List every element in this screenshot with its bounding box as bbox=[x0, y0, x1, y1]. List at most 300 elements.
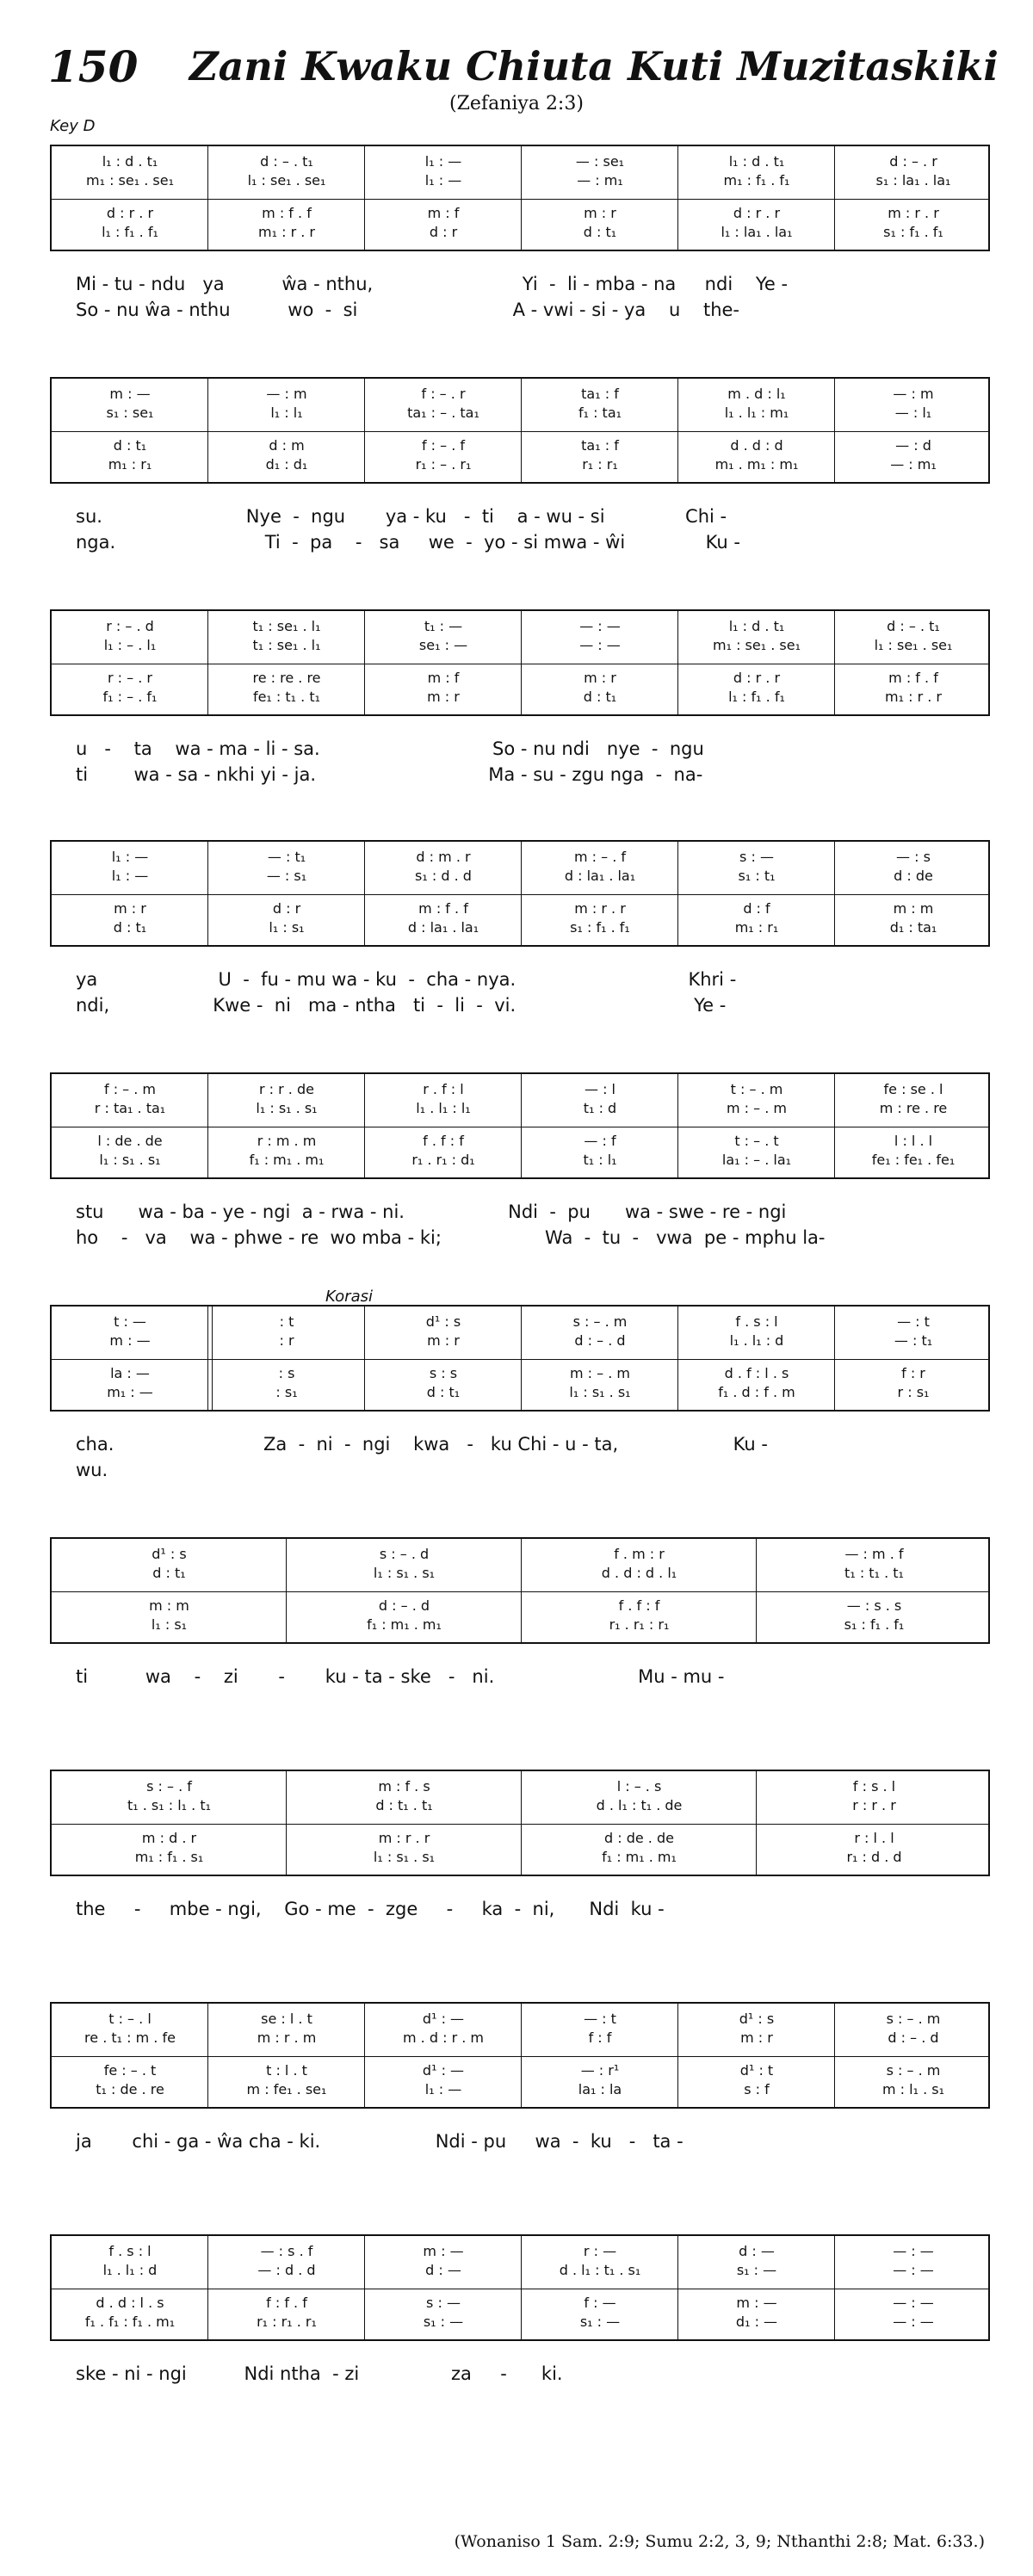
measure-cell: m₁ : r₁ bbox=[108, 458, 152, 472]
measure-cell: l₁ : s₁ . s₁ bbox=[256, 1102, 318, 1115]
hymn-title: Zani Kwaku Chiuta Kuti Muzitaskiki bbox=[189, 43, 999, 90]
measure-cell: l₁ . l₁ : l₁ bbox=[416, 1102, 471, 1115]
measure-cell: — : t₁ bbox=[267, 850, 306, 864]
measure-cell: d . d : l . s bbox=[96, 2296, 164, 2310]
measure-cell: la₁ : – . la₁ bbox=[721, 1153, 792, 1167]
barline bbox=[364, 2236, 365, 2339]
score-system bbox=[0, 2227, 1033, 2468]
section-label: Korasi bbox=[325, 1288, 373, 1306]
measure-cell: l₁ : d . t₁ bbox=[102, 155, 158, 169]
measure-cell: d : la₁ . la₁ bbox=[564, 869, 636, 883]
measure-cell: l : – . s bbox=[616, 1780, 662, 1794]
tonic-solfa-staff bbox=[50, 1072, 990, 1179]
measure-cell: l₁ . l₁ : d bbox=[729, 1334, 784, 1348]
measure-cell: re : re . re bbox=[252, 671, 321, 685]
measure-cell: d . l₁ : t₁ . de bbox=[596, 1799, 683, 1813]
lyrics-line: u - ta wa - ma - li - sa. So - nu ndi nye - ngu bbox=[76, 738, 704, 759]
measure-cell: r₁ . r₁ : d₁ bbox=[411, 1153, 475, 1167]
measure-cell: — : d bbox=[895, 439, 931, 453]
measure-cell: r : r . r bbox=[852, 1799, 896, 1813]
measure-cell: — : s₁ bbox=[266, 869, 307, 883]
measure-cell: m : f bbox=[427, 207, 460, 220]
measure-cell: d₁ : ta₁ bbox=[889, 921, 937, 935]
tonic-solfa-staff bbox=[50, 609, 990, 716]
measure-cell: r₁ . r₁ : r₁ bbox=[609, 1618, 670, 1632]
measure-cell: s₁ : la₁ . la₁ bbox=[875, 174, 951, 188]
measure-cell: m : r bbox=[427, 690, 460, 704]
measure-cell: t₁ : se₁ . l₁ bbox=[252, 620, 321, 633]
measure-cell: d : – . r bbox=[889, 155, 937, 169]
measure-cell: — : — bbox=[893, 2315, 934, 2329]
barline bbox=[834, 1307, 835, 1410]
measure-cell: m : f . f bbox=[888, 671, 938, 685]
measure-cell: l₁ : s₁ . s₁ bbox=[373, 1566, 436, 1580]
measure-cell: r . f : l bbox=[423, 1083, 464, 1096]
measure-cell: l₁ : s₁ . s₁ bbox=[569, 1386, 631, 1399]
staff-divider bbox=[52, 199, 988, 200]
score-system bbox=[0, 1995, 1033, 2236]
measure-cell: m : r . r bbox=[378, 1832, 430, 1845]
measure-cell: m : fe₁ . se₁ bbox=[246, 2083, 327, 2097]
measure-cell: — : s . s bbox=[846, 1599, 902, 1613]
measure-cell: m : m bbox=[149, 1599, 189, 1613]
measure-cell: t₁ . s₁ : l₁ . t₁ bbox=[127, 1799, 212, 1813]
measure-cell: l : l . l bbox=[894, 1134, 933, 1148]
measure-cell: l₁ : f₁ . f₁ bbox=[102, 225, 158, 239]
lyrics-line: wu. bbox=[76, 1460, 108, 1480]
measure-cell: l₁ : s₁ . s₁ bbox=[373, 1850, 436, 1864]
score-system bbox=[0, 138, 1033, 379]
barline bbox=[677, 1307, 678, 1410]
measure-cell: d : r . r bbox=[106, 207, 154, 220]
barline bbox=[834, 146, 835, 250]
measure-cell: d : t₁ bbox=[113, 439, 147, 453]
measure-cell: f . f : f bbox=[423, 1134, 464, 1148]
measure-cell: l₁ . l₁ : d bbox=[102, 2264, 158, 2277]
measure-cell: re . t₁ : m . fe bbox=[84, 2031, 176, 2045]
score-system bbox=[0, 1288, 1033, 1539]
staff-divider bbox=[52, 2056, 988, 2057]
measure-cell: l₁ : s₁ bbox=[269, 921, 305, 935]
tonic-solfa-staff bbox=[50, 1537, 990, 1644]
measure-cell: l : de . de bbox=[97, 1134, 163, 1148]
measure-cell: d¹ : — bbox=[422, 2064, 465, 2078]
lyrics-line: ya U - fu - mu wa - ku - cha - nya. Khri - bbox=[76, 969, 737, 990]
measure-cell: f₁ : m₁ . m₁ bbox=[249, 1153, 325, 1167]
barline bbox=[521, 379, 522, 482]
measure-cell: — : se₁ bbox=[575, 155, 625, 169]
measure-cell: — : f bbox=[584, 1134, 616, 1148]
measure-cell: d : — bbox=[425, 2264, 461, 2277]
measure-cell: l₁ : — bbox=[111, 869, 149, 883]
barline bbox=[207, 2236, 208, 2339]
measure-cell: se : l . t bbox=[261, 2012, 312, 2026]
barline bbox=[677, 2236, 678, 2339]
barline bbox=[834, 842, 835, 945]
lyrics-line: su. Nye - ngu ya - ku - ti a - wu - si Chi - bbox=[76, 506, 727, 527]
barline bbox=[521, 2004, 522, 2107]
measure-cell: — : — bbox=[893, 2296, 934, 2310]
measure-cell: d : – . d bbox=[574, 1334, 626, 1348]
barline bbox=[207, 611, 208, 714]
score-system bbox=[0, 1530, 1033, 1771]
measure-cell: la : — bbox=[110, 1367, 150, 1381]
measure-cell: m . d : r . m bbox=[403, 2031, 484, 2045]
measure-cell: m₁ : r . r bbox=[258, 225, 315, 239]
measure-cell: s : f bbox=[744, 2083, 770, 2097]
measure-cell: d¹ : s bbox=[152, 1547, 187, 1561]
measure-cell: l₁ : se₁ . se₁ bbox=[874, 639, 953, 652]
measure-cell: d : f bbox=[743, 902, 770, 916]
measure-cell: se₁ : — bbox=[418, 639, 468, 652]
measure-cell: r : l . l bbox=[854, 1832, 894, 1845]
measure-cell: s₁ : — bbox=[736, 2264, 777, 2277]
barline bbox=[677, 611, 678, 714]
measure-cell: — : — bbox=[579, 620, 621, 633]
measure-cell: m : r bbox=[740, 2031, 773, 2045]
staff-divider bbox=[52, 1591, 988, 1592]
barline bbox=[521, 611, 522, 714]
barline bbox=[207, 1074, 208, 1177]
tonic-solfa-staff bbox=[50, 145, 990, 251]
measure-cell: t₁ : de . re bbox=[96, 2083, 164, 2097]
measure-cell: s₁ : — bbox=[579, 2315, 621, 2329]
measure-cell: d : m . r bbox=[416, 850, 471, 864]
measure-cell: r : s₁ bbox=[897, 1386, 930, 1399]
measure-cell: m₁ : se₁ . se₁ bbox=[712, 639, 801, 652]
measure-cell: ta₁ : f bbox=[581, 387, 619, 401]
measure-cell: f₁ : m₁ . m₁ bbox=[367, 1618, 442, 1632]
measure-cell: m₁ . m₁ : m₁ bbox=[714, 458, 799, 472]
measure-cell: l₁ : — bbox=[424, 155, 462, 169]
measure-cell: m : f . f bbox=[418, 902, 468, 916]
lyrics-line: ske - ni - ngi Ndi ntha - zi za - ki. bbox=[76, 2363, 563, 2384]
measure-cell: f₁ : ta₁ bbox=[578, 406, 622, 420]
measure-cell: l₁ : — bbox=[111, 850, 149, 864]
measure-cell: d : t₁ . t₁ bbox=[375, 1799, 433, 1813]
measure-cell: m : d . r bbox=[141, 1832, 197, 1845]
measure-cell: d . d : d bbox=[730, 439, 783, 453]
measure-cell: m₁ : se₁ . se₁ bbox=[85, 174, 174, 188]
measure-cell: m : r bbox=[427, 1334, 460, 1348]
measure-cell: t : — bbox=[114, 1315, 146, 1329]
measure-cell: l₁ : – . l₁ bbox=[103, 639, 157, 652]
tonic-solfa-staff bbox=[50, 1288, 990, 1412]
measure-cell: fe : se . l bbox=[883, 1083, 943, 1096]
measure-cell: r : r . de bbox=[259, 1083, 314, 1096]
measure-cell: r : – . d bbox=[106, 620, 154, 633]
barline bbox=[521, 1307, 522, 1410]
measure-cell: l₁ : d . t₁ bbox=[728, 155, 785, 169]
measure-cell: f : s . l bbox=[852, 1780, 896, 1794]
score-system bbox=[0, 370, 1033, 611]
measure-cell: f₁ . d : f . m bbox=[718, 1386, 795, 1399]
measure-cell: r : – . r bbox=[108, 671, 152, 685]
barline bbox=[364, 1307, 365, 1410]
barline bbox=[834, 2004, 835, 2107]
measure-cell: r : m . m bbox=[257, 1134, 317, 1148]
measure-cell: d : la₁ . la₁ bbox=[407, 921, 479, 935]
measure-cell: d : t₁ bbox=[583, 225, 617, 239]
lyrics-line: nga. Ti - pa - sa we - yo - si mwa - ŵi Ku - bbox=[76, 532, 740, 553]
barline bbox=[207, 842, 208, 945]
measure-cell: m : r bbox=[584, 207, 616, 220]
measure-cell: ta₁ : – . ta₁ bbox=[407, 406, 479, 420]
measure-cell: d : – . d bbox=[888, 2031, 939, 2045]
measure-cell: ta₁ : f bbox=[581, 439, 619, 453]
measure-cell: r : ta₁ . ta₁ bbox=[94, 1102, 166, 1115]
measure-cell: d : r bbox=[272, 902, 301, 916]
measure-cell: s : – . m bbox=[572, 1315, 628, 1329]
lyrics-line: stu wa - ba - ye - ngi a - rwa - ni. Ndi - pu wa - swe - re - ngi bbox=[76, 1202, 787, 1222]
measure-cell: r₁ : – . r₁ bbox=[415, 458, 472, 472]
barline bbox=[677, 1074, 678, 1177]
measure-cell: t₁ : l₁ bbox=[583, 1153, 617, 1167]
score-system bbox=[0, 602, 1033, 843]
measure-cell: f . s : l bbox=[735, 1315, 778, 1329]
measure-cell: s : – . m bbox=[886, 2012, 941, 2026]
tonic-solfa-staff bbox=[50, 2234, 990, 2341]
measure-cell: — : s . f bbox=[260, 2245, 313, 2258]
measure-cell: d : – . t₁ bbox=[887, 620, 940, 633]
barline bbox=[521, 1539, 522, 1642]
barline bbox=[207, 146, 208, 250]
measure-cell: — : m₁ bbox=[890, 458, 937, 472]
barline bbox=[364, 2004, 365, 2107]
measure-cell: : s bbox=[278, 1367, 295, 1381]
measure-cell: : t bbox=[279, 1315, 294, 1329]
measure-cell: s : — bbox=[739, 850, 774, 864]
measure-cell: m : r bbox=[584, 671, 616, 685]
measure-cell: — : — bbox=[893, 2245, 934, 2258]
measure-cell: fe : – . t bbox=[103, 2064, 157, 2078]
measure-cell: l₁ : s₁ . s₁ bbox=[99, 1153, 161, 1167]
staff-divider bbox=[52, 894, 988, 895]
measure-cell: r₁ : r₁ . r₁ bbox=[257, 2315, 317, 2329]
hymn-header bbox=[0, 0, 1033, 135]
measure-cell: d : t₁ bbox=[426, 1386, 461, 1399]
measure-cell: f . f : f bbox=[618, 1599, 660, 1613]
measure-cell: : s₁ bbox=[275, 1386, 298, 1399]
measure-cell: s₁ : se₁ bbox=[106, 406, 154, 420]
measure-cell: m : — bbox=[109, 387, 151, 401]
measure-cell: t₁ : se₁ . l₁ bbox=[252, 639, 321, 652]
barline bbox=[521, 146, 522, 250]
measure-cell: d : – . d bbox=[378, 1599, 430, 1613]
measure-cell: f : — bbox=[584, 2296, 616, 2310]
measure-cell: d¹ : s bbox=[739, 2012, 775, 2026]
measure-cell: f . s : l bbox=[108, 2245, 152, 2258]
measure-cell: s : s bbox=[429, 1367, 458, 1381]
barline bbox=[364, 146, 365, 250]
measure-cell: s₁ : d . d bbox=[415, 869, 472, 883]
measure-cell: m : — bbox=[109, 1334, 151, 1348]
lyrics-line: the - mbe - ngi, Go - me - zge - ka - ni, Ndi ku - bbox=[76, 1899, 665, 1919]
measure-cell: — : l₁ bbox=[894, 406, 932, 420]
barline bbox=[834, 2236, 835, 2339]
measure-cell: f : – . m bbox=[103, 1083, 157, 1096]
measure-cell: — : t bbox=[584, 2012, 616, 2026]
measure-cell: d : de . de bbox=[604, 1832, 674, 1845]
barline bbox=[364, 1074, 365, 1177]
score-system bbox=[0, 1066, 1033, 1307]
barline bbox=[521, 1074, 522, 1177]
staff-divider bbox=[52, 431, 988, 432]
barline bbox=[677, 146, 678, 250]
measure-cell: l₁ : f₁ . f₁ bbox=[728, 690, 785, 704]
barline bbox=[834, 379, 835, 482]
measure-cell: s₁ : f₁ . f₁ bbox=[883, 225, 943, 239]
measure-cell: — : t₁ bbox=[894, 1334, 933, 1348]
measure-cell: m₁ : — bbox=[107, 1386, 153, 1399]
barline bbox=[207, 379, 208, 482]
measure-cell: f : f bbox=[588, 2031, 612, 2045]
measure-cell: t : l . t bbox=[266, 2064, 307, 2078]
measure-cell: s₁ : f₁ . f₁ bbox=[570, 921, 630, 935]
measure-cell: m : — bbox=[423, 2245, 464, 2258]
measure-cell: d . f : l . s bbox=[724, 1367, 789, 1381]
barline bbox=[834, 611, 835, 714]
measure-cell: d₁ : d₁ bbox=[265, 458, 308, 472]
cross-references: (Wonaniso 1 Sam. 2:9; Sumu 2:2, 3, 9; Nthanthi 2:8; Mat. 6:33.) bbox=[454, 2532, 985, 2551]
score-system bbox=[0, 1763, 1033, 2004]
measure-cell: d : t₁ bbox=[583, 690, 617, 704]
measure-cell: : r bbox=[279, 1334, 294, 1348]
measure-cell: m : l₁ . s₁ bbox=[881, 2083, 944, 2097]
measure-cell: r : — bbox=[583, 2245, 617, 2258]
measure-cell: d . l₁ : t₁ . s₁ bbox=[559, 2264, 641, 2277]
measure-cell: — : m₁ bbox=[577, 174, 623, 188]
measure-cell: m . d : l₁ bbox=[727, 387, 786, 401]
measure-cell: d¹ : — bbox=[422, 2012, 465, 2026]
measure-cell: s : – . f bbox=[146, 1780, 192, 1794]
measure-cell: — : m bbox=[893, 387, 934, 401]
measure-cell: l₁ : se₁ . se₁ bbox=[247, 174, 326, 188]
barline bbox=[521, 842, 522, 945]
measure-cell: m : – . m bbox=[727, 1102, 787, 1115]
measure-cell: t₁ : — bbox=[424, 620, 463, 633]
barline bbox=[364, 379, 365, 482]
measure-cell: f₁ : – . f₁ bbox=[102, 690, 158, 704]
measure-cell: m : m bbox=[893, 902, 934, 916]
barline bbox=[677, 842, 678, 945]
measure-cell: — : — bbox=[579, 639, 621, 652]
measure-cell: f₁ . f₁ : f₁ . m₁ bbox=[84, 2315, 176, 2329]
measure-cell: m₁ : f₁ . f₁ bbox=[723, 174, 790, 188]
measure-cell: — : s bbox=[896, 850, 931, 864]
hymn-number: 150 bbox=[48, 41, 139, 92]
measure-cell: fe₁ : fe₁ . fe₁ bbox=[871, 1153, 956, 1167]
measure-cell: f : – . f bbox=[421, 439, 466, 453]
barline bbox=[207, 2004, 208, 2107]
measure-cell: m : – . f bbox=[573, 850, 627, 864]
measure-cell: m : re . re bbox=[879, 1102, 948, 1115]
measure-cell: — : d . d bbox=[257, 2264, 316, 2277]
measure-cell: s₁ : — bbox=[423, 2315, 464, 2329]
barline bbox=[521, 2236, 522, 2339]
measure-cell: d¹ : s bbox=[425, 1315, 461, 1329]
measure-cell: d : m bbox=[269, 439, 305, 453]
measure-cell: m : f . s bbox=[378, 1780, 430, 1794]
measure-cell: m : — bbox=[736, 2296, 777, 2310]
measure-cell: t : – . t bbox=[734, 1134, 779, 1148]
measure-cell: m : f bbox=[427, 671, 460, 685]
staff-divider bbox=[52, 1824, 988, 1825]
lyrics-line: cha. Za - ni - ngi kwa - ku Chi - u - ta, Ku - bbox=[76, 1434, 768, 1455]
measure-cell: m : r . r bbox=[888, 207, 939, 220]
measure-cell: r₁ : r₁ bbox=[582, 458, 618, 472]
barline bbox=[286, 1539, 287, 1642]
barline bbox=[286, 1771, 287, 1875]
tonic-solfa-staff bbox=[50, 1770, 990, 1876]
lyrics-line: ja chi - ga - ŵa cha - ki. Ndi - pu wa - ku - ta - bbox=[76, 2131, 684, 2152]
measure-cell: d : t₁ bbox=[113, 921, 147, 935]
barline bbox=[521, 1771, 522, 1875]
measure-cell: m : – . m bbox=[570, 1367, 630, 1381]
measure-cell: l₁ : s₁ bbox=[151, 1618, 188, 1632]
measure-cell: t : – . m bbox=[730, 1083, 783, 1096]
tonic-solfa-staff bbox=[50, 840, 990, 947]
barline bbox=[756, 1771, 757, 1875]
measure-cell: — : r¹ bbox=[580, 2064, 620, 2078]
measure-cell: s₁ : t₁ bbox=[738, 869, 776, 883]
lyrics-line: ho - va wa - phwe - re wo mba - ki; Wa - tu - vwa pe - mphu la- bbox=[76, 1227, 826, 1248]
measure-cell: d : r . r bbox=[733, 671, 781, 685]
measure-cell: t₁ : t₁ . t₁ bbox=[844, 1566, 904, 1580]
measure-cell: f : – . r bbox=[421, 387, 466, 401]
staff-divider bbox=[52, 1359, 988, 1360]
measure-cell: s : – . m bbox=[886, 2064, 941, 2078]
measure-cell: t₁ : d bbox=[583, 1102, 617, 1115]
measure-cell: m : f . f bbox=[262, 207, 312, 220]
measure-cell: r₁ : d . d bbox=[846, 1850, 902, 1864]
lyrics-line: Mi - tu - ndu ya ŵa - nthu, Yi - li - mba - na ndi Ye - bbox=[76, 274, 789, 294]
measure-cell: f : r bbox=[901, 1367, 925, 1381]
measure-cell: s₁ : f₁ . f₁ bbox=[844, 1618, 905, 1632]
lyrics-line: ti wa - sa - nkhi yi - ja. Ma - su - zgu nga - na- bbox=[76, 764, 703, 785]
measure-cell: f₁ : m₁ . m₁ bbox=[602, 1850, 677, 1864]
lyrics-line: ti wa - zi - ku - ta - ske - ni. Mu - mu - bbox=[76, 1666, 725, 1687]
barline bbox=[756, 1539, 757, 1642]
measure-cell: l₁ : la₁ . la₁ bbox=[721, 225, 793, 239]
measure-cell: l₁ : d . t₁ bbox=[728, 620, 785, 633]
measure-cell: s : — bbox=[426, 2296, 461, 2310]
measure-cell: l₁ : l₁ bbox=[270, 406, 303, 420]
measure-cell: l₁ : — bbox=[424, 174, 462, 188]
measure-cell: d¹ : t bbox=[739, 2064, 774, 2078]
measure-cell: m : r . r bbox=[574, 902, 626, 916]
measure-cell: l₁ . l₁ : m₁ bbox=[724, 406, 789, 420]
measure-cell: m : r bbox=[114, 902, 146, 916]
measure-cell: d . d : d . l₁ bbox=[601, 1566, 677, 1580]
measure-cell: m₁ : r₁ bbox=[734, 921, 779, 935]
measure-cell: — : m . f bbox=[844, 1547, 904, 1561]
lyrics-line: So - nu ŵa - nthu wo - si A - vwi - si - ya u the- bbox=[76, 300, 740, 320]
measure-cell: s : – . d bbox=[379, 1547, 430, 1561]
measure-cell: f . m : r bbox=[614, 1547, 665, 1561]
tonic-solfa-staff bbox=[50, 377, 990, 484]
measure-cell: d₁ : — bbox=[735, 2315, 778, 2329]
tonic-solfa-staff bbox=[50, 2002, 990, 2109]
measure-cell: — : l bbox=[584, 1083, 615, 1096]
measure-cell: m : r . m bbox=[257, 2031, 317, 2045]
scripture-reference: (Zefaniya 2:3) bbox=[449, 93, 584, 114]
barline bbox=[364, 842, 365, 945]
barline bbox=[364, 611, 365, 714]
barline bbox=[677, 2004, 678, 2107]
key-signature: Key D bbox=[50, 117, 96, 135]
barline bbox=[834, 1074, 835, 1177]
